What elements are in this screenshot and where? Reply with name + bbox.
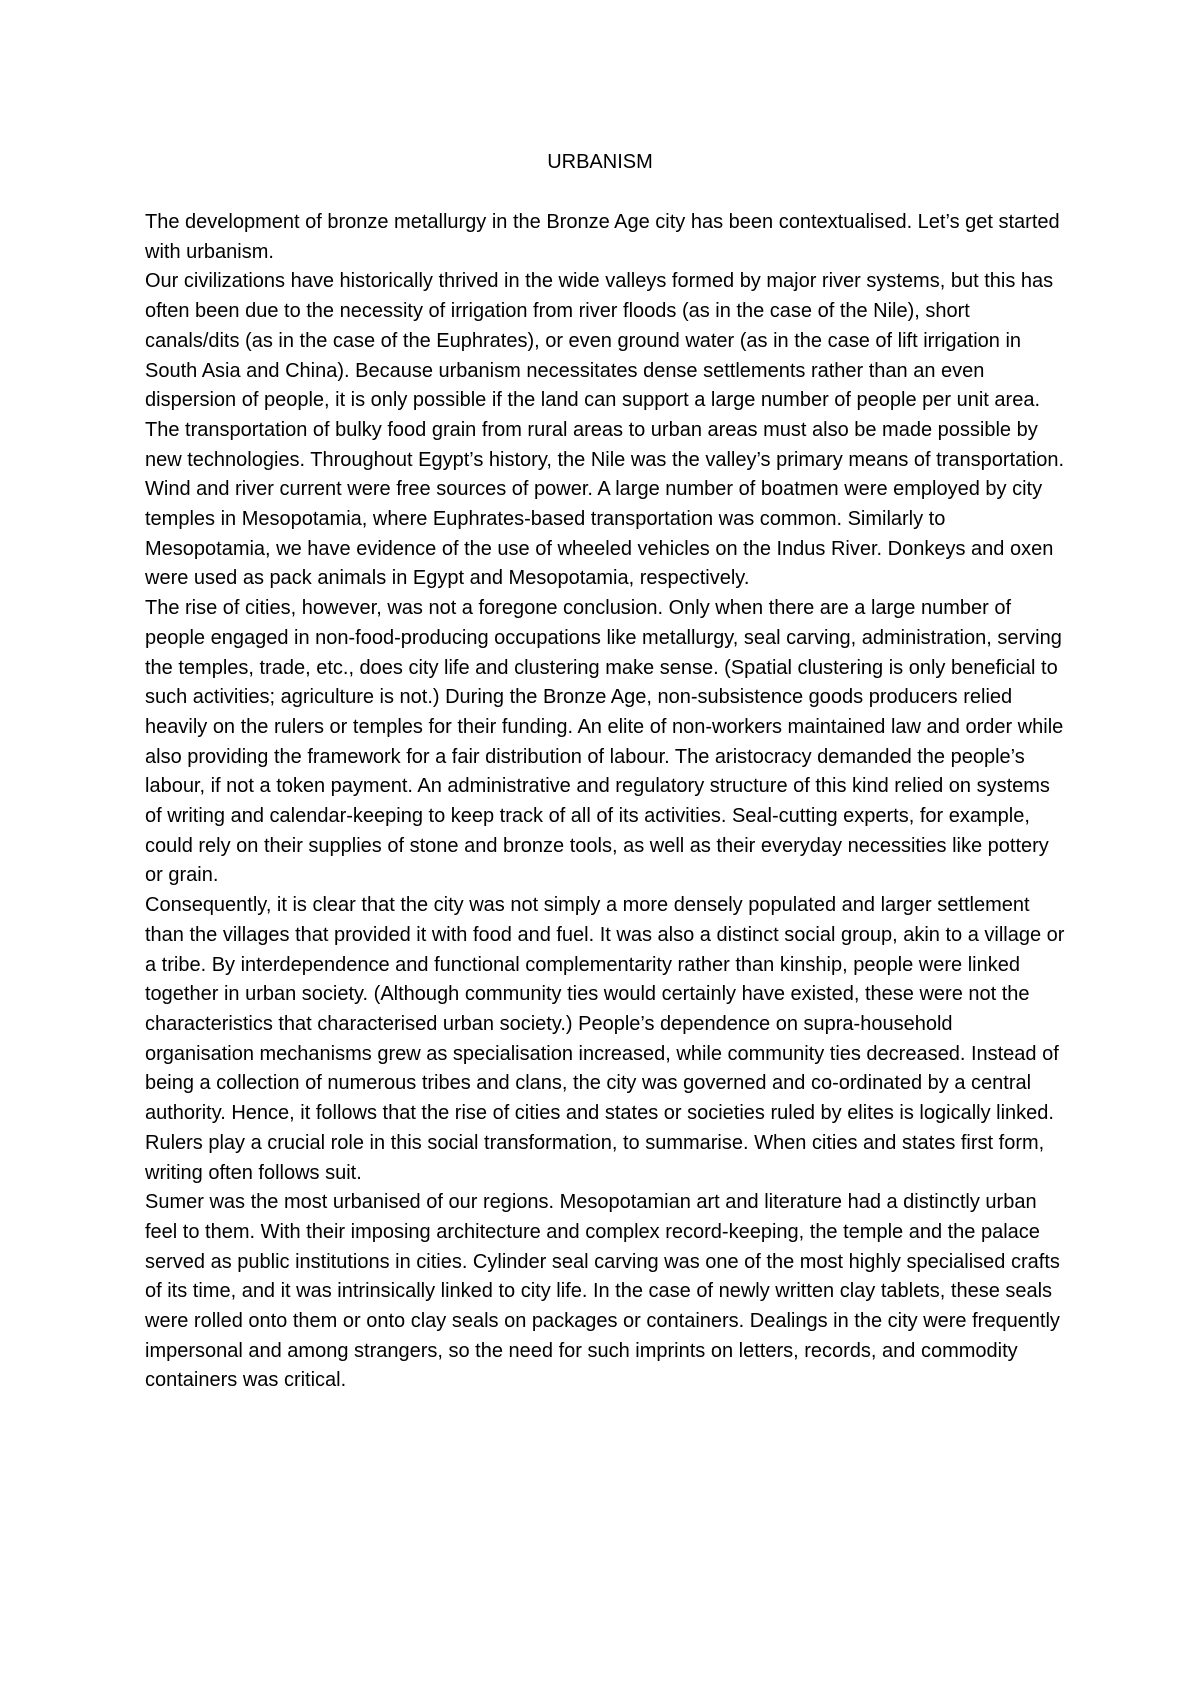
paragraph-intro: The development of bronze metallurgy in the Bronze Age city has been contextualised. Let’s get started with urbanism.	[145, 211, 1060, 263]
paragraph-river-valleys: Our civilizations have historically thrived in the wide valleys formed by major river systems, but this has often been due to the necessity of irrigation from river floods (as in the case of the Nile), short canals/dits (as in the case of the Euphrates), or even ground water (as in the case of lift irrigation in South Asia and China). Because urbanism necessitates dense settlements rather than an even dispersion of people, it is only possible if the land can support a large number of people per unit area. The transportation of bulky food grain from rural areas to urban areas must also be made possible by new technologies. Throughout Egypt’s history, the Nile was the valley’s primary means of transportation. Wind and river current were free sources of power. A large number of boatmen were employed by city temples in Mesopotamia, where Euphrates-based transportation was common. Similarly to Mesopotamia, we have evidence of the use of wheeled vehicles on the Indus River. Donkeys and oxen were used as pack animals in Egypt and Mesopotamia, respectively.	[145, 270, 1064, 590]
paragraph-sumer: Sumer was the most urbanised of our regions. Mesopotamian art and literature had a distinctly urban feel to them. With their imposing architecture and complex record-keeping, the temple and the palace served as public institutions in cities. Cylinder seal carving was one of the most highly specialised crafts of its time, and it was intrinsically linked to city life. In the case of newly written clay tablets, these seals were rolled onto them or onto clay seals on packages or containers. Dealings in the city were frequently impersonal and among strangers, so the need for such imprints on letters, records, and commodity containers was critical.	[145, 1191, 1060, 1392]
paragraph-rise-of-cities: The rise of cities, however, was not a foregone conclusion. Only when there are a large number of people engaged in non-food-producing occupations like metallurgy, seal carving, administration, serving the temples, trade, etc., does city life and clustering make sense. (Spatial clustering is only beneficial to such activities; agriculture is not.) During the Bronze Age, non-subsistence goods producers relied heavily on the rulers or temples for their funding. An elite of non-workers maintained law and order while also providing the framework for a fair distribution of labour. The aristocracy demanded the people’s labour, if not a token payment. An administrative and regulatory structure of this kind relied on systems of writing and calendar-keeping to keep track of all of its activities. Seal-cutting experts, for example, could rely on their supplies of stone and bronze tools, as well as their everyday necessities like pottery or grain.	[145, 597, 1064, 887]
document-body	[145, 208, 1065, 1396]
paragraph-urban-society: Consequently, it is clear that the city was not simply a more densely populated and larger settlement than the villages that provided it with food and fuel. It was also a distinct social group, akin to a village or a tribe. By interdependence and functional complementarity rather than kinship, people were linked together in urban society. (Although community ties would certainly have existed, these were not the characteristics that characterised urban society.) People’s dependence on supra-household organisation mechanisms grew as specialisation increased, while community ties decreased. Instead of being a collection of numerous tribes and clans, the city was governed and co-ordinated by a central authority. Hence, it follows that the rise of cities and states or societies ruled by elites is logically linked. Rulers play a crucial role in this social transformation, to summarise. When cities and states first form, writing often follows suit.	[145, 894, 1065, 1184]
document-title: URBANISM	[547, 151, 653, 173]
